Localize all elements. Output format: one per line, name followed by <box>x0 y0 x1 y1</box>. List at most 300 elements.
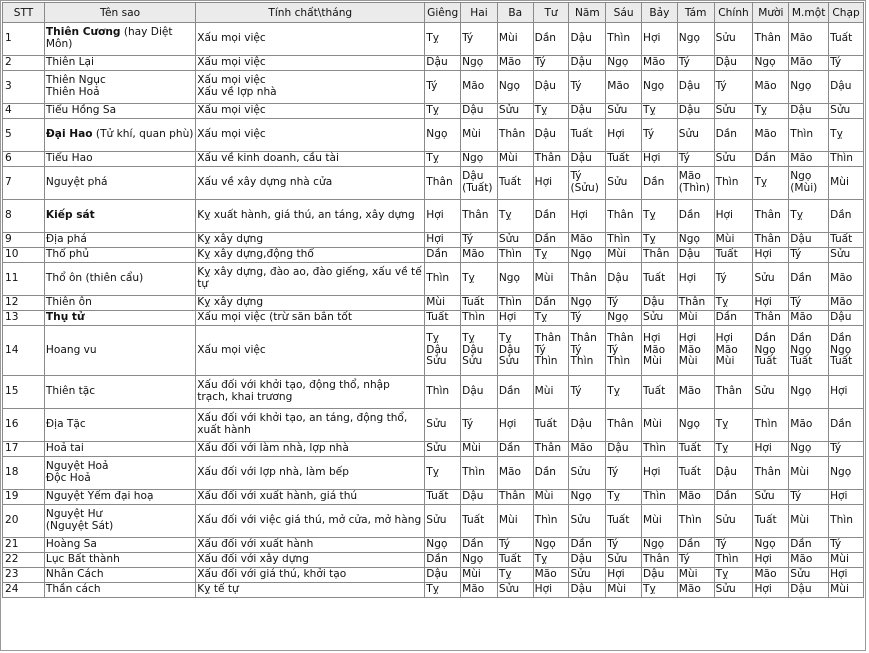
month-value: Tý <box>498 538 510 551</box>
month-value: Mão <box>754 568 777 581</box>
month-value-line: Thân <box>534 332 562 345</box>
cell-month <box>425 538 461 553</box>
month-value: Dần <box>534 466 557 479</box>
cell-month <box>753 490 789 505</box>
property-text: Xấu đối với xuất hành, giá thú <box>197 490 358 503</box>
cell-month <box>829 152 864 167</box>
cell-month <box>829 296 864 311</box>
cell-stt: 17 <box>3 442 45 457</box>
cell-month <box>677 23 714 56</box>
month-value: Sửu <box>607 104 628 117</box>
star-name-part: Thổ ôn (thiên cẩu) <box>45 272 144 285</box>
month-value-line: Dậu <box>426 343 448 356</box>
month-value: Tý <box>678 152 690 165</box>
cell-month <box>642 296 678 311</box>
cell-month <box>569 583 606 598</box>
star-name-part: Nhân Cách <box>45 568 104 581</box>
month-value: Dậu <box>570 32 592 45</box>
cell-month <box>789 376 829 409</box>
cell-stt: 19 <box>3 490 45 505</box>
cell-month <box>677 200 714 233</box>
cell-month <box>789 56 829 71</box>
cell-month <box>789 457 829 490</box>
month-value: Tỵ <box>643 209 656 222</box>
month-value: Tuất <box>830 233 853 246</box>
cell-stt: 6 <box>3 152 45 167</box>
month-value: Tỵ <box>790 209 803 222</box>
cell-month <box>533 248 569 263</box>
month-value: Dậu <box>570 583 592 596</box>
month-value: Dần <box>426 248 448 261</box>
cell-star-name <box>44 200 195 233</box>
cell-month <box>642 326 678 376</box>
cell-stt: 7 <box>3 167 45 200</box>
cell-month <box>461 457 498 490</box>
month-value: Hợi <box>643 32 661 45</box>
cell-month <box>677 490 714 505</box>
cell-month <box>714 568 753 583</box>
cell-month <box>789 263 829 296</box>
month-value: Thân <box>462 209 489 222</box>
month-value: Dần <box>715 490 737 503</box>
cell-month <box>569 119 606 152</box>
cell-stt: 12 <box>3 296 45 311</box>
month-value-line: Hợi <box>715 332 733 345</box>
cell-month <box>533 568 569 583</box>
month-value: Tý <box>462 32 474 45</box>
month-value: Hợi <box>498 418 517 431</box>
cell-month <box>497 200 533 233</box>
cell-month <box>497 376 533 409</box>
month-value: Mùi <box>607 583 627 596</box>
table-row <box>3 152 864 167</box>
cell-month <box>425 553 461 568</box>
column-header: Chính <box>714 3 753 23</box>
month-value: Dậu <box>790 104 812 117</box>
cell-month <box>753 553 789 568</box>
month-value-line: Hợi <box>643 332 661 345</box>
cell-month <box>789 553 829 568</box>
cell-stt: 13 <box>3 311 45 326</box>
month-value: Dần <box>534 296 557 309</box>
month-value: Mão <box>790 56 813 69</box>
cell-month <box>642 119 678 152</box>
month-value: Thìn <box>643 442 666 455</box>
cell-month <box>606 568 642 583</box>
cell-property <box>196 311 425 326</box>
month-value: Mùi <box>462 568 481 581</box>
cell-month <box>677 263 714 296</box>
month-value: Ngọ <box>570 248 592 261</box>
cell-month <box>497 233 533 248</box>
month-value: Mão <box>790 152 813 165</box>
month-value: Tỵ <box>715 442 729 455</box>
month-value-line: Mùi <box>678 355 698 368</box>
month-value: Thân <box>678 296 706 309</box>
cell-property <box>196 167 425 200</box>
month-value: Mùi <box>830 553 849 566</box>
cell-month <box>753 104 789 119</box>
month-value: Hợi <box>754 296 772 309</box>
month-value: Sửu <box>426 514 447 527</box>
month-value: Mão <box>830 296 853 309</box>
month-value: Dậu <box>570 56 592 69</box>
cell-month <box>606 553 642 568</box>
cell-star-name <box>44 263 195 296</box>
cell-month <box>714 553 753 568</box>
cell-month <box>789 104 829 119</box>
month-value: Ngọ <box>462 56 484 69</box>
cell-month <box>425 326 461 376</box>
month-value: Hợi <box>830 490 848 503</box>
month-value: Hợi <box>754 248 772 261</box>
cell-star-name <box>44 568 195 583</box>
cell-star-name <box>44 538 195 553</box>
column-header: Hai <box>461 3 498 23</box>
month-value: Hợi <box>426 209 444 222</box>
month-value: Sửu <box>715 583 736 596</box>
table-row <box>3 263 864 296</box>
cell-month <box>533 442 569 457</box>
month-value: Thìn <box>607 32 631 45</box>
month-value: Mùi <box>462 128 481 141</box>
month-value: Thân <box>607 418 634 431</box>
cell-stt: 23 <box>3 568 45 583</box>
month-value: Ngọ <box>570 296 592 309</box>
cell-month <box>461 490 498 505</box>
month-value: Mão <box>754 128 777 141</box>
cell-month <box>569 56 606 71</box>
cell-month <box>533 490 569 505</box>
cell-month <box>606 233 642 248</box>
month-value: Ngọ <box>570 490 592 503</box>
month-value: Thìn <box>607 233 631 246</box>
month-value: Dậu <box>570 553 592 566</box>
cell-month <box>642 104 678 119</box>
month-value: Ngọ <box>678 233 700 246</box>
table-row <box>3 490 864 505</box>
month-value: Dần <box>498 385 521 398</box>
table-row <box>3 200 864 233</box>
month-value: Sửu <box>715 32 736 45</box>
cell-star-name <box>44 311 195 326</box>
cell-month <box>677 296 714 311</box>
cell-month <box>497 505 533 538</box>
cell-month <box>606 152 642 167</box>
column-header: Mười <box>753 3 789 23</box>
cell-property <box>196 233 425 248</box>
month-value: Sửu <box>678 128 699 141</box>
cell-month <box>677 376 714 409</box>
table-row <box>3 376 864 409</box>
cell-month <box>425 71 461 104</box>
month-value: Hợi <box>570 209 588 222</box>
cell-stt: 14 <box>3 326 45 376</box>
cell-month <box>569 104 606 119</box>
cell-month <box>425 409 461 442</box>
cell-month <box>829 263 864 296</box>
month-value: Tý (Sửu) <box>570 170 599 194</box>
month-value: Thân <box>570 272 597 285</box>
month-value: Dậu <box>830 311 852 324</box>
cell-month <box>714 152 753 167</box>
month-value: Tuất <box>426 490 449 503</box>
cell-property <box>196 376 425 409</box>
month-value: Sửu <box>607 176 628 189</box>
month-value: Mùi <box>426 296 446 309</box>
month-value: Thân <box>754 233 781 246</box>
month-value: Thân <box>754 32 781 45</box>
cell-month <box>677 568 714 583</box>
month-value-line: Ngọ <box>830 343 852 356</box>
property-text: Xấu đối với xuất hành <box>197 538 314 551</box>
month-value: Ngọ <box>607 56 629 69</box>
cell-month <box>425 104 461 119</box>
cell-month <box>569 505 606 538</box>
month-value: Sửu <box>754 272 775 285</box>
month-value: Dần <box>790 538 812 551</box>
month-value: Dậu <box>462 385 484 398</box>
star-name-part: Hoàng Sa <box>45 538 97 551</box>
cell-month <box>425 23 461 56</box>
month-value: Sửu <box>715 514 736 527</box>
month-value: Tuất <box>534 418 557 431</box>
cell-month <box>753 311 789 326</box>
property-text: Xấu mọi việc <box>197 56 266 69</box>
cell-month <box>569 296 606 311</box>
cell-month <box>789 538 829 553</box>
month-value: Dậu <box>462 104 484 117</box>
cell-month <box>829 56 864 71</box>
property-text: Kỵ xây dựng, đào ao, đào giếng, xấu về tế tự <box>197 266 422 290</box>
star-name-part: Đại Hao <box>45 128 93 141</box>
cell-month <box>829 442 864 457</box>
cell-month <box>425 56 461 71</box>
cell-month <box>829 457 864 490</box>
cell-month <box>642 505 678 538</box>
table-row <box>3 505 864 538</box>
month-value: Ngọ <box>790 442 812 455</box>
month-value: Thìn <box>715 176 739 189</box>
table-row <box>3 248 864 263</box>
month-value: Mão <box>790 311 813 324</box>
month-value: Tý <box>790 296 802 309</box>
month-value: Tý <box>830 56 842 69</box>
property-line: Xấu về lợp nhà <box>197 86 277 98</box>
star-name-part: Thần cách <box>45 583 101 596</box>
cell-property <box>196 248 425 263</box>
cell-property <box>196 296 425 311</box>
star-name-part: Tiểu Hồng Sa <box>45 104 117 117</box>
month-value: Hợi <box>754 583 772 596</box>
star-name-part: Thụ tử <box>45 311 85 324</box>
cell-property <box>196 583 425 598</box>
cell-month <box>569 376 606 409</box>
cell-month <box>606 263 642 296</box>
cell-month <box>497 23 533 56</box>
month-value: Tỵ <box>715 568 729 581</box>
month-value: Dần <box>830 209 852 222</box>
cell-month <box>606 311 642 326</box>
cell-month <box>497 457 533 490</box>
month-value-line: Mùi <box>715 355 735 368</box>
cell-month <box>753 152 789 167</box>
cell-month <box>606 409 642 442</box>
month-value: Thân <box>426 176 453 189</box>
cell-month <box>606 119 642 152</box>
cell-stt: 11 <box>3 263 45 296</box>
month-value-line: Ngọ <box>790 343 812 356</box>
cell-month <box>642 71 678 104</box>
month-value: Mão <box>462 248 485 261</box>
star-name-part: Thiên Cương <box>45 26 121 39</box>
cell-month <box>533 583 569 598</box>
month-value: Mùi <box>607 248 627 261</box>
month-value: Mão <box>678 385 701 398</box>
month-value: Tý <box>790 490 802 503</box>
month-value: Tuất <box>715 248 738 261</box>
month-value: Dậu <box>643 568 665 581</box>
property-text: Xấu mọi việc <box>197 32 266 45</box>
property-line: Xấu mọi việc <box>197 74 266 87</box>
month-value: Tuất <box>498 553 522 566</box>
star-name-part: Kiếp sát <box>45 209 95 222</box>
cell-month <box>425 200 461 233</box>
cell-month <box>606 538 642 553</box>
month-value-line: Thân <box>607 332 634 345</box>
cell-month <box>714 23 753 56</box>
cell-month <box>533 167 569 200</box>
month-value-line: Thìn <box>534 355 558 368</box>
cell-month <box>461 248 498 263</box>
month-value: Ngọ <box>754 538 776 551</box>
month-value: Mão <box>570 233 593 246</box>
cell-month <box>829 104 864 119</box>
cell-month <box>606 23 642 56</box>
month-value-line: Mão <box>643 343 666 356</box>
cell-month <box>642 538 678 553</box>
property-text: Xấu đối với lợp nhà, làm bếp <box>197 466 349 479</box>
month-value: Mão <box>790 418 813 431</box>
cell-month <box>829 23 864 56</box>
month-value: Thân <box>498 490 526 503</box>
month-value: Mùi <box>534 272 554 285</box>
cell-month <box>569 200 606 233</box>
cell-month <box>425 457 461 490</box>
cell-property <box>196 119 425 152</box>
bad-stars-table <box>2 2 864 598</box>
cell-property <box>196 263 425 296</box>
cell-month <box>533 263 569 296</box>
month-value: Mùi <box>830 583 849 596</box>
month-value: Dậu <box>790 583 812 596</box>
cell-month <box>569 167 606 200</box>
month-value: Dậu <box>534 128 557 141</box>
cell-month <box>714 326 753 376</box>
cell-property <box>196 409 425 442</box>
cell-month <box>789 442 829 457</box>
column-header: Sáu <box>606 3 642 23</box>
month-value-line: Thìn <box>570 355 594 368</box>
cell-month <box>677 583 714 598</box>
month-value: Dần <box>678 209 701 222</box>
month-value: Tỵ <box>607 490 620 503</box>
month-value: Dậu <box>426 56 448 69</box>
table-row <box>3 56 864 71</box>
cell-month <box>677 56 714 71</box>
cell-month <box>533 200 569 233</box>
table-row <box>3 104 864 119</box>
month-value-line: Tỵ <box>498 332 512 345</box>
month-value: Tuất <box>570 128 593 141</box>
month-value: Hợi <box>830 568 848 581</box>
cell-month <box>569 326 606 376</box>
month-value: Sửu <box>830 248 851 261</box>
cell-month <box>753 263 789 296</box>
cell-month <box>569 23 606 56</box>
property-text: Xấu đối với xây dựng <box>197 553 309 566</box>
month-value: Dần <box>498 442 521 455</box>
cell-month <box>642 583 678 598</box>
star-name-part: Địa phá <box>45 233 87 246</box>
month-value: Tý <box>607 466 619 479</box>
cell-month <box>642 409 678 442</box>
cell-property <box>196 490 425 505</box>
month-value-line: Dậu <box>462 343 484 356</box>
cell-month <box>829 505 864 538</box>
cell-month <box>606 490 642 505</box>
cell-month <box>753 248 789 263</box>
month-value: Dậu <box>607 442 629 455</box>
month-value: Thìn <box>462 466 485 479</box>
month-value-line: Hợi <box>678 332 697 345</box>
cell-month <box>425 311 461 326</box>
cell-month <box>461 152 498 167</box>
cell-month <box>829 71 864 104</box>
cell-month <box>425 263 461 296</box>
property-text: Xấu mọi việc <box>197 128 266 141</box>
month-value: Tuất <box>607 514 630 527</box>
cell-month <box>497 248 533 263</box>
month-value: Thân <box>643 248 670 261</box>
cell-stt: 20 <box>3 505 45 538</box>
cell-month <box>425 167 461 200</box>
month-value: Dần <box>534 209 557 222</box>
star-name-part: Nguyệt Yếm đại hoạ <box>45 490 154 503</box>
cell-month <box>606 442 642 457</box>
month-value: Dậu <box>570 152 592 165</box>
month-value: Dậu <box>643 296 665 309</box>
cell-star-name <box>44 296 195 311</box>
header-row <box>3 3 864 23</box>
month-value: Sửu <box>498 583 520 596</box>
cell-month <box>789 167 829 200</box>
cell-month <box>497 296 533 311</box>
cell-month <box>569 311 606 326</box>
cell-month <box>789 248 829 263</box>
month-value: Thân <box>754 311 781 324</box>
month-value-line: Tỵ <box>426 332 440 345</box>
month-value-line: Mão <box>678 343 701 356</box>
cell-month <box>753 409 789 442</box>
cell-star-name <box>44 553 195 568</box>
cell-month <box>789 23 829 56</box>
cell-month <box>497 538 533 553</box>
month-value: Dậu <box>570 104 592 117</box>
month-value: Tỵ <box>643 104 656 117</box>
cell-month <box>677 409 714 442</box>
column-header: Năm <box>569 3 606 23</box>
